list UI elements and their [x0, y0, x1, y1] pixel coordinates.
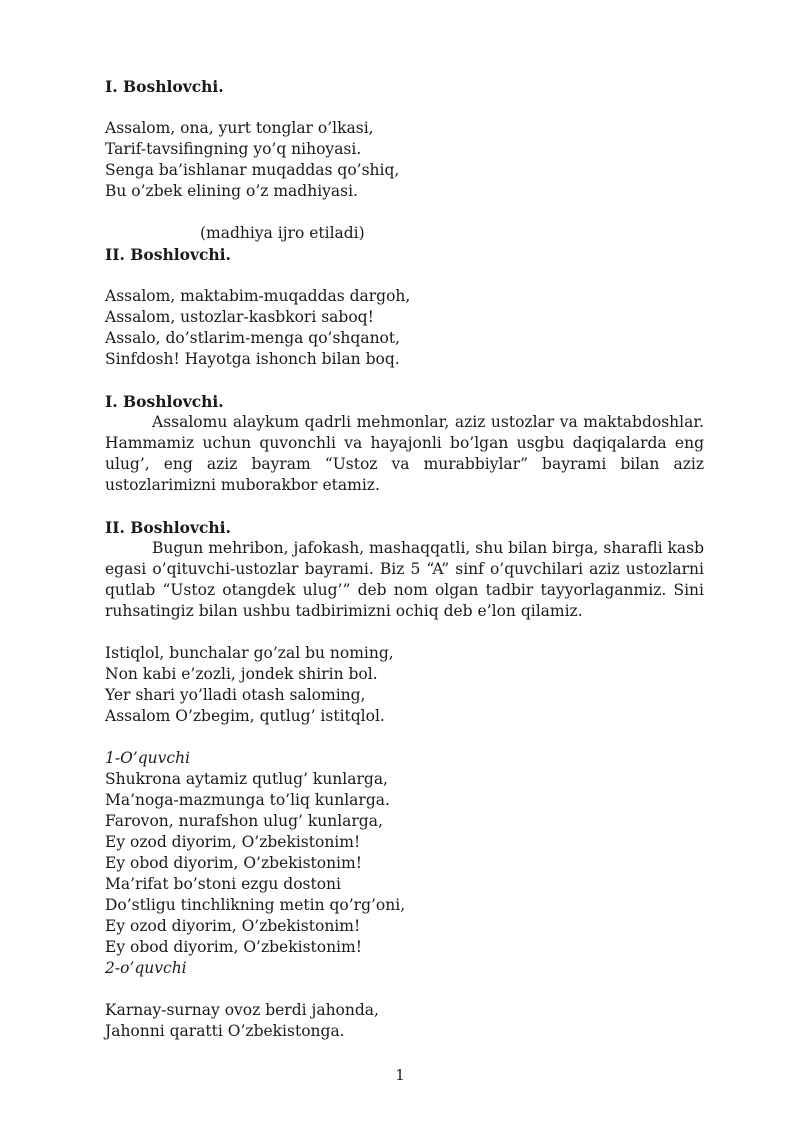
spacer: [105, 370, 704, 391]
independence-poem: [105, 643, 704, 727]
page-number: 1: [395, 1066, 405, 1084]
poem-line: Shukrona aytamiz qutlug’ kunlarga,: [105, 770, 388, 788]
poem-line: Ma’noga-mazmunga to’liq kunlarga.: [105, 791, 390, 809]
poem-line: Istiqlol, bunchalar go’zal bu noming,: [105, 644, 394, 662]
welcome-paragraph: Assalomu alaykum qadrli mehmonlar, aziz ustozlar va maktabdoshlar. Hammamiz uchun quvonchli va hayajonli bo’lgan usgbu daqiqalarda eng ulug’, eng aziz bayram “Ustoz va murabbiylar” bayrami bilan aziz ustozlarimizni muborakbor etamiz.: [105, 413, 704, 494]
karnay-poem: [105, 1000, 704, 1042]
spacer: [105, 979, 704, 1000]
poem-line: Jahonni qaratti O’zbekistonga.: [105, 1022, 345, 1040]
speaker-heading-3: I. Boshlovchi.: [105, 392, 224, 411]
poem-line: Karnay-surnay ovoz berdi jahonda,: [105, 1001, 379, 1019]
poem-line: Ey obod diyorim, O’zbekistonim!: [105, 938, 362, 956]
spacer: [105, 97, 704, 118]
school-greeting-poem: [105, 286, 704, 370]
speaker-heading-2: II. Boshlovchi.: [105, 245, 231, 264]
event-opening-paragraph: Bugun mehribon, jafokash, mashaqqatli, shu bilan birga, sharafli kasb egasi o’qituvchi-ustozlar bayrami. Biz 5 “A” sinf o’quvchilari aziz ustozlarni qutlab “Ustoz otangdek ulug’” deb nom olgan tadbir tayyorlaganmiz. Sini ruhsatingiz bilan ushbu tadbirimizni ochiq deb e’lon qilamiz.: [105, 539, 704, 620]
poem-line: Sinfdosh! Hayotga ishonch bilan boq.: [105, 350, 400, 368]
anthem-intro-poem: [105, 118, 704, 202]
poem-line: Do’stligu tinchlikning metin qo’rg’oni,: [105, 896, 406, 914]
poem-line: Tarif-tavsifingning yo’q nihoyasi.: [105, 140, 362, 158]
poem-line: Assalom, ona, yurt tonglar o’lkasi,: [105, 119, 374, 137]
poem-line: Non kabi e’zozli, jondek shirin bol.: [105, 665, 378, 683]
speaker-heading-1: I. Boshlovchi.: [105, 77, 224, 96]
poem-line: Assalo, do’stlarim-menga qo’shqanot,: [105, 329, 401, 347]
poem-line: Ey obod diyorim, O’zbekistonim!: [105, 854, 362, 872]
spacer: [105, 265, 704, 286]
poem-line: Assalom O’zbegim, qutlug’ istitqlol.: [105, 707, 385, 725]
poem-line: Bu o’zbek elining o’z madhiyasi.: [105, 182, 358, 200]
poem-line: Ma’rifat bo’stoni ezgu dostoni: [105, 875, 341, 893]
poem-line: Senga ba’ishlanar muqaddas qo’shiq,: [105, 161, 400, 179]
homeland-poem: [105, 769, 704, 958]
student-speaker-1: 1-O’quvchi: [105, 749, 191, 767]
document-page: [105, 76, 704, 1042]
spacer: [105, 202, 704, 223]
spacer: [105, 496, 704, 517]
poem-line: Ey ozod diyorim, O’zbekistonim!: [105, 833, 361, 851]
poem-line: Assalom, maktabim-muqaddas dargoh,: [105, 287, 411, 305]
spacer: [105, 622, 704, 643]
spacer: [105, 727, 704, 748]
poem-line: Ey ozod diyorim, O’zbekistonim!: [105, 917, 361, 935]
poem-line: Assalom, ustozlar-kasbkori saboq!: [105, 308, 374, 326]
poem-line: Yer shari yo’lladi otash saloming,: [105, 686, 366, 704]
poem-line: Farovon, nurafshon ulug’ kunlarga,: [105, 812, 383, 830]
stage-note: (madhiya ijro etiladi): [200, 224, 365, 242]
speaker-heading-4: II. Boshlovchi.: [105, 518, 231, 537]
student-speaker-2: 2-o’quvchi: [105, 959, 187, 977]
